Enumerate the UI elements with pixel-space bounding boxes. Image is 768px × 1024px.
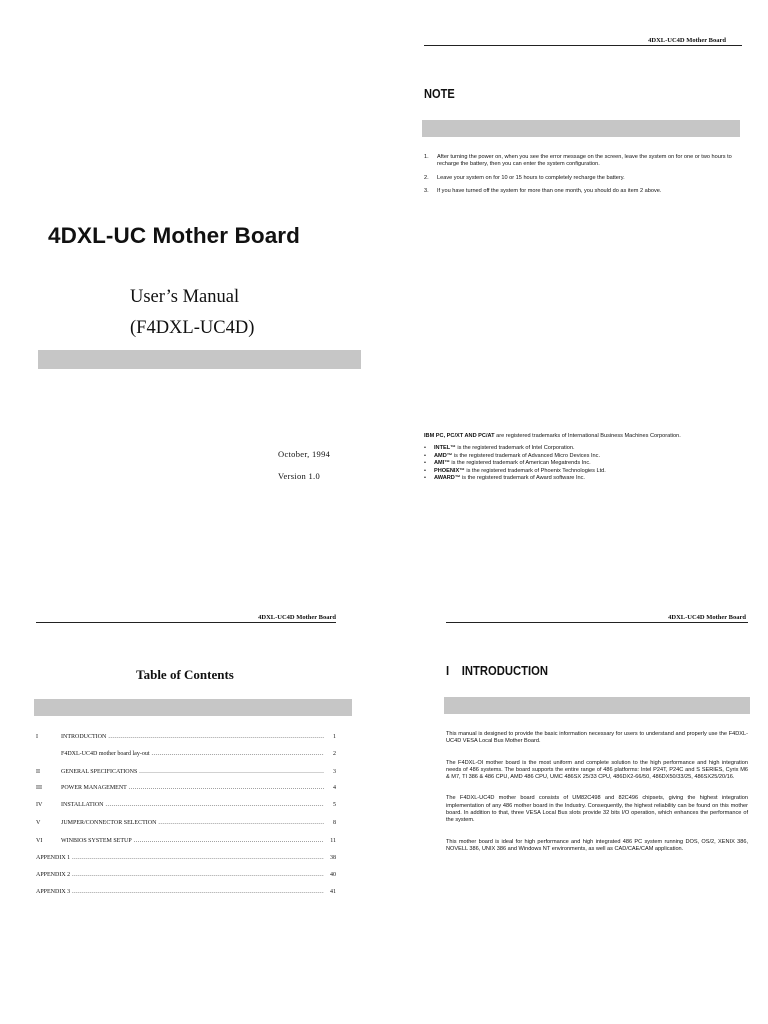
cover-date: October, 1994: [278, 449, 331, 459]
header-rule: [424, 45, 742, 46]
note-item-text: If you have turned off the system for more than one month, you should do as item 2 above.: [437, 188, 662, 195]
toc-entry-label: APPENDIX 1 .....: [36, 853, 324, 863]
toc-entry[interactable]: [36, 853, 336, 863]
intro-gray-bar: [444, 697, 750, 714]
note-list: [424, 154, 742, 202]
page-header: 4DXL-UC4D Mother Board: [668, 614, 746, 621]
toc-entry-page: 4: [333, 785, 336, 791]
trademark-name: AMD™: [434, 452, 453, 459]
intro-chapter-number: I: [446, 664, 450, 678]
note-page: [384, 0, 768, 512]
toc-entry[interactable]: [36, 783, 336, 793]
page-header: 4DXL-UC4D Mother Board: [258, 614, 336, 621]
toc-entry[interactable]: [36, 749, 336, 759]
intro-chapter-title: INTRODUCTION: [461, 664, 548, 678]
intro-title: [446, 664, 548, 678]
note-gray-bar: [422, 120, 740, 137]
toc-entry[interactable]: [36, 870, 336, 880]
cover-title: 4DXL-UC Mother Board: [48, 223, 301, 248]
trademark-item: [424, 460, 742, 467]
toc-entry-page: 8: [333, 820, 336, 826]
bullet-icon: •: [424, 452, 426, 459]
bullet-icon: •: [424, 475, 426, 482]
toc-entry-page: 11: [330, 838, 336, 844]
trademarks-lead-bold: IBM PC, PC/XT AND PC/AT: [424, 433, 495, 439]
toc-entry-number: VI: [36, 838, 43, 844]
introduction-page: [384, 512, 768, 1024]
note-item-number: 2.: [424, 174, 429, 181]
intro-paragraph: This manual is designed to provide the basic information necessary for users to understand and properly use the F4DXL-UC4D VESA Local Bus Mother Board.: [446, 731, 748, 745]
toc-entry-page: 40: [330, 872, 336, 878]
toc-entry-label: GENERAL SPECIFICATIONS .....: [61, 767, 324, 777]
toc-entry[interactable]: [36, 836, 336, 846]
toc-entry[interactable]: [36, 732, 336, 742]
toc-entry-number: II: [36, 769, 40, 775]
toc-entry-page: 2: [333, 751, 336, 757]
toc-entry-label: INTRODUCTION .....: [61, 732, 324, 742]
cover-model: (F4DXL-UC4D): [130, 318, 255, 338]
toc-entry-number: III: [36, 785, 42, 791]
trademarks-block: [424, 433, 742, 482]
bullet-icon: •: [424, 467, 426, 474]
toc-entry-number: I: [36, 734, 38, 740]
toc-entry-page: 1: [333, 734, 336, 740]
toc-entry[interactable]: [36, 887, 336, 897]
header-rule: [446, 622, 748, 623]
trademark-text: is the registered trademark of Intel Corporation.: [455, 445, 575, 452]
trademark-text: is the registered trademark of Advanced Micro Devices Inc.: [452, 452, 601, 459]
note-item-number: 3.: [424, 188, 429, 195]
intro-paragraph: The F4DXL-UC4D mother board consists of UM82C498 and 82C496 chipsets, giving the highest integration implementation of any 486 mother board in the Industry. Consequently, the highest reliability can be found on this mother board. In addition to that, three VESA Local Bus slots provide 32 bits I/O operation, which enhances the performance of the system.: [446, 795, 748, 824]
trademark-item: [424, 475, 742, 482]
toc-entry-label: POWER MANAGEMENT .....: [61, 783, 324, 793]
toc-entry[interactable]: [36, 767, 336, 777]
header-rule: [36, 622, 336, 623]
note-item: [424, 175, 742, 182]
note-title: NOTE: [424, 86, 455, 101]
toc-entry-number: V: [36, 820, 41, 826]
trademarks-lead-text: are registered trademarks of International Business Machines Corporation.: [494, 433, 681, 439]
trademark-name: AWARD™: [434, 475, 461, 482]
toc-entry[interactable]: [36, 800, 336, 810]
trademark-item: [424, 445, 742, 452]
trademark-name: PHOENIX™: [434, 467, 465, 474]
note-item-text: Leave your system on for 10 or 15 hours to completely recharge the battery.: [437, 174, 625, 181]
note-item: [424, 154, 742, 169]
bullet-icon: •: [424, 445, 426, 452]
toc-title: Table of Contents: [136, 667, 234, 682]
note-item-number: 1.: [424, 154, 429, 160]
trademark-text: is the registered trademark of Award software Inc.: [460, 475, 585, 482]
trademark-name: AMI™: [434, 460, 450, 467]
toc-entry-label: F4DXL-UC4D mother board lay-out .....: [61, 749, 324, 759]
toc-entry[interactable]: [36, 818, 336, 828]
toc-entry-label: WINBIOS SYSTEM SETUP .....: [61, 836, 324, 846]
toc-entry-page: 41: [330, 889, 336, 895]
toc-entry-page: 3: [333, 769, 336, 775]
trademark-name: INTEL™: [434, 445, 456, 452]
page-header: 4DXL-UC4D Mother Board: [648, 37, 726, 44]
note-item-text: After turning the power on, when you see the error message on the screen, leave the system on for one or two hours to recharge the battery, then you can enter the system configuration.: [437, 154, 732, 168]
cover-page: [0, 0, 384, 512]
toc-gray-bar: [34, 699, 352, 716]
toc-entry-label: JUMPER/CONNECTOR SELECTION .....: [61, 818, 324, 828]
toc-entry-page: 38: [330, 855, 336, 861]
intro-paragraph: This mother board is ideal for high performance and high integrated 486 PC system running DOS, OS/2, XENIX 386, NOVELL 386, UNIX 386 and Windows NT environments, as well as CAD/CAE/CAM application.: [446, 838, 748, 852]
trademarks-list: [424, 445, 742, 482]
intro-body: [446, 731, 748, 867]
cover-version: Version 1.0: [278, 471, 321, 481]
trademarks-lead: [424, 433, 742, 440]
cover-gray-bar: [38, 350, 361, 369]
toc-entry-label: INSTALLATION .....: [61, 800, 324, 810]
toc-entry-label: APPENDIX 3 .....: [36, 887, 324, 897]
toc-page: [0, 512, 384, 1024]
cover-subtitle: User’s Manual: [130, 287, 240, 307]
note-item: [424, 188, 742, 195]
toc-entry-page: 5: [333, 802, 336, 808]
toc-entry-label: APPENDIX 2 .....: [36, 870, 324, 880]
bullet-icon: •: [424, 460, 426, 467]
trademark-text: is the registered trademark of American Megatrends Inc.: [449, 460, 591, 467]
trademark-item: [424, 453, 742, 460]
trademark-item: [424, 468, 742, 475]
intro-paragraph: The F4DXL-OI mother board is the most uniform and complete solution to the high performance and high integration needs of 486 systems. The board supports the entire range of 486 platforms: Intel P24T, P24C and S SERIES, Cyrix M6 & M7, TI 386 & 486 CPU, AMD 486 CPU, UMC 486SX 25/33 CPU, 486DX2-66/50, 486DX50/33/25, 486SX25/20/16.: [446, 759, 748, 781]
toc-entry-number: IV: [36, 802, 43, 808]
trademark-text: is the registered trademark of Phoenix Technologies Ltd.: [464, 467, 606, 474]
